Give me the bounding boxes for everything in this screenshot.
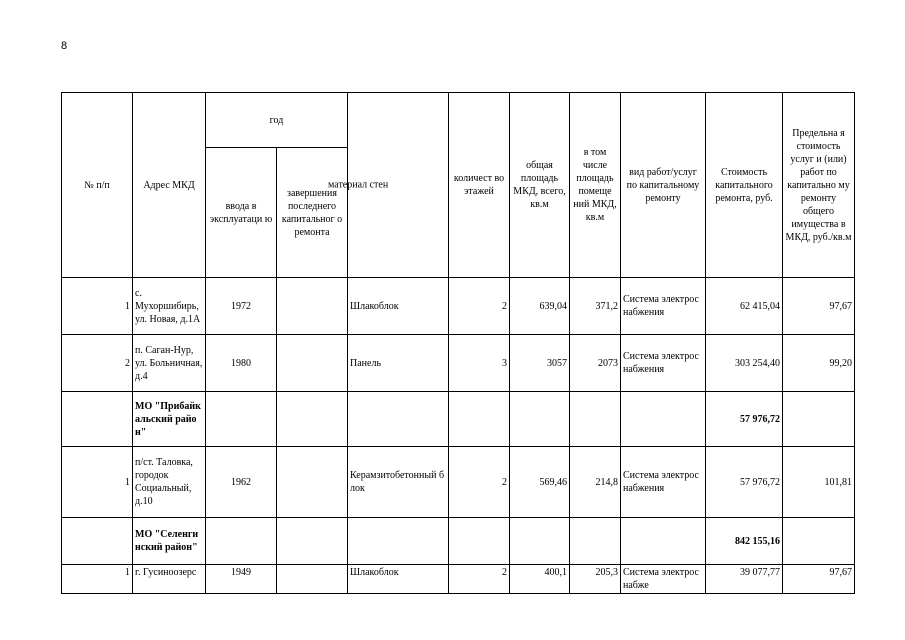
cell-floors: 2 [449, 278, 510, 335]
cell-material: Керамзитобетонный блок [348, 447, 449, 518]
cell-work: Система электроснабжения [621, 335, 706, 392]
cell-empty [206, 392, 277, 447]
cell-address: п/ст. Таловка, городок Социальный, д.10 [133, 447, 206, 518]
cell-year: 1972 [206, 278, 277, 335]
municipality-row [62, 392, 855, 447]
cell-empty [570, 392, 621, 447]
cell-num: 2 [62, 335, 133, 392]
table-row [62, 335, 855, 392]
cell-address: г. Гусиноозерс [133, 565, 206, 594]
header-repair-cost: Стоимость капитального ремонта, руб. [706, 93, 783, 278]
cell-last-repair [277, 278, 348, 335]
municipality-row [62, 518, 855, 565]
table-row [62, 447, 855, 518]
cell-floors: 2 [449, 447, 510, 518]
header-address: Адрес МКД [133, 93, 206, 278]
cell-empty [348, 392, 449, 447]
header-wall-material [328, 93, 449, 278]
cell-empty [783, 518, 855, 565]
cell-last-repair [277, 565, 348, 594]
header-year-group: год [206, 93, 348, 148]
cell-material: Панель [348, 335, 449, 392]
cell-floors: 3 [449, 335, 510, 392]
cell-total-area: 3057 [510, 335, 570, 392]
cell-empty [277, 518, 348, 565]
header-year-last-repair: завершения последнего капитальног о ремонта [277, 148, 348, 278]
cell-year: 1980 [206, 335, 277, 392]
cell-material: Шлакоблок [348, 278, 449, 335]
cell-address: п. Саган-Нур, ул. Больничная, д.4 [133, 335, 206, 392]
municipality-total: 842 155,16 [706, 518, 783, 565]
municipality-name: МО "Прибайкальский район" [133, 392, 206, 447]
municipality-total: 57 976,72 [706, 392, 783, 447]
cell-floors: 2 [449, 565, 510, 594]
cell-num: 1 [62, 278, 133, 335]
cell-max-cost: 97,67 [783, 278, 855, 335]
cell-empty [62, 518, 133, 565]
header-premises-area: в том числе площадь помеще ний МКД, кв.м [570, 93, 621, 278]
cell-empty [783, 392, 855, 447]
cell-num: 1 [62, 447, 133, 518]
cell-total-area: 400,1 [510, 565, 570, 594]
cell-premises-area: 2073 [570, 335, 621, 392]
cell-max-cost: 101,81 [783, 447, 855, 518]
cell-cost: 39 077,77 [706, 565, 783, 594]
cell-empty [348, 518, 449, 565]
header-max-cost: Предельна я стоимость услуг и (или) работ по капитально му ремонту общего имущества в МКД, руб./кв.м [783, 93, 855, 278]
cell-empty [510, 518, 570, 565]
cell-empty [449, 518, 510, 565]
cell-max-cost: 97,67 [783, 565, 855, 594]
cell-empty [570, 518, 621, 565]
cell-empty [277, 392, 348, 447]
header-total-area: общая площадь МКД, всего, кв.м [510, 93, 570, 278]
cell-year: 1962 [206, 447, 277, 518]
cell-max-cost: 99,20 [783, 335, 855, 392]
cell-premises-area: 205,3 [570, 565, 621, 594]
cell-num: 1 [62, 565, 133, 594]
cell-empty [62, 392, 133, 447]
cell-cost: 57 976,72 [706, 447, 783, 518]
cell-last-repair [277, 335, 348, 392]
cell-empty [449, 392, 510, 447]
cell-total-area: 639,04 [510, 278, 570, 335]
header-floors: количест во этажей [449, 93, 510, 278]
repair-table [61, 92, 855, 594]
cell-total-area: 569,46 [510, 447, 570, 518]
municipality-name: МО "Селенгинский район" [133, 518, 206, 565]
header-num: № п/п [62, 93, 133, 278]
cell-cost: 62 415,04 [706, 278, 783, 335]
table-row [62, 565, 855, 594]
cell-empty [206, 518, 277, 565]
cell-empty [621, 518, 706, 565]
cell-last-repair [277, 447, 348, 518]
cell-work: Система электроснабжения [621, 278, 706, 335]
cell-empty [510, 392, 570, 447]
table-row [62, 278, 855, 335]
cell-work: Система электроснабже [621, 565, 706, 594]
cell-premises-area: 214,8 [570, 447, 621, 518]
header-wall-material-text: материал стен [328, 179, 389, 191]
cell-year: 1949 [206, 565, 277, 594]
header-row-1 [62, 93, 855, 148]
cell-work: Система электроснабжения [621, 447, 706, 518]
header-year-commission: ввода в эксплуатаци ю [206, 148, 277, 278]
page-number: 8 [61, 40, 68, 52]
cell-empty [621, 392, 706, 447]
header-work-type: вид работ/услуг по капитальному ремонту [621, 93, 706, 278]
cell-cost: 303 254,40 [706, 335, 783, 392]
cell-address: с. Мухоршибирь, ул. Новая, д.1А [133, 278, 206, 335]
cell-premises-area: 371,2 [570, 278, 621, 335]
cell-material: Шлакоблок [348, 565, 449, 594]
